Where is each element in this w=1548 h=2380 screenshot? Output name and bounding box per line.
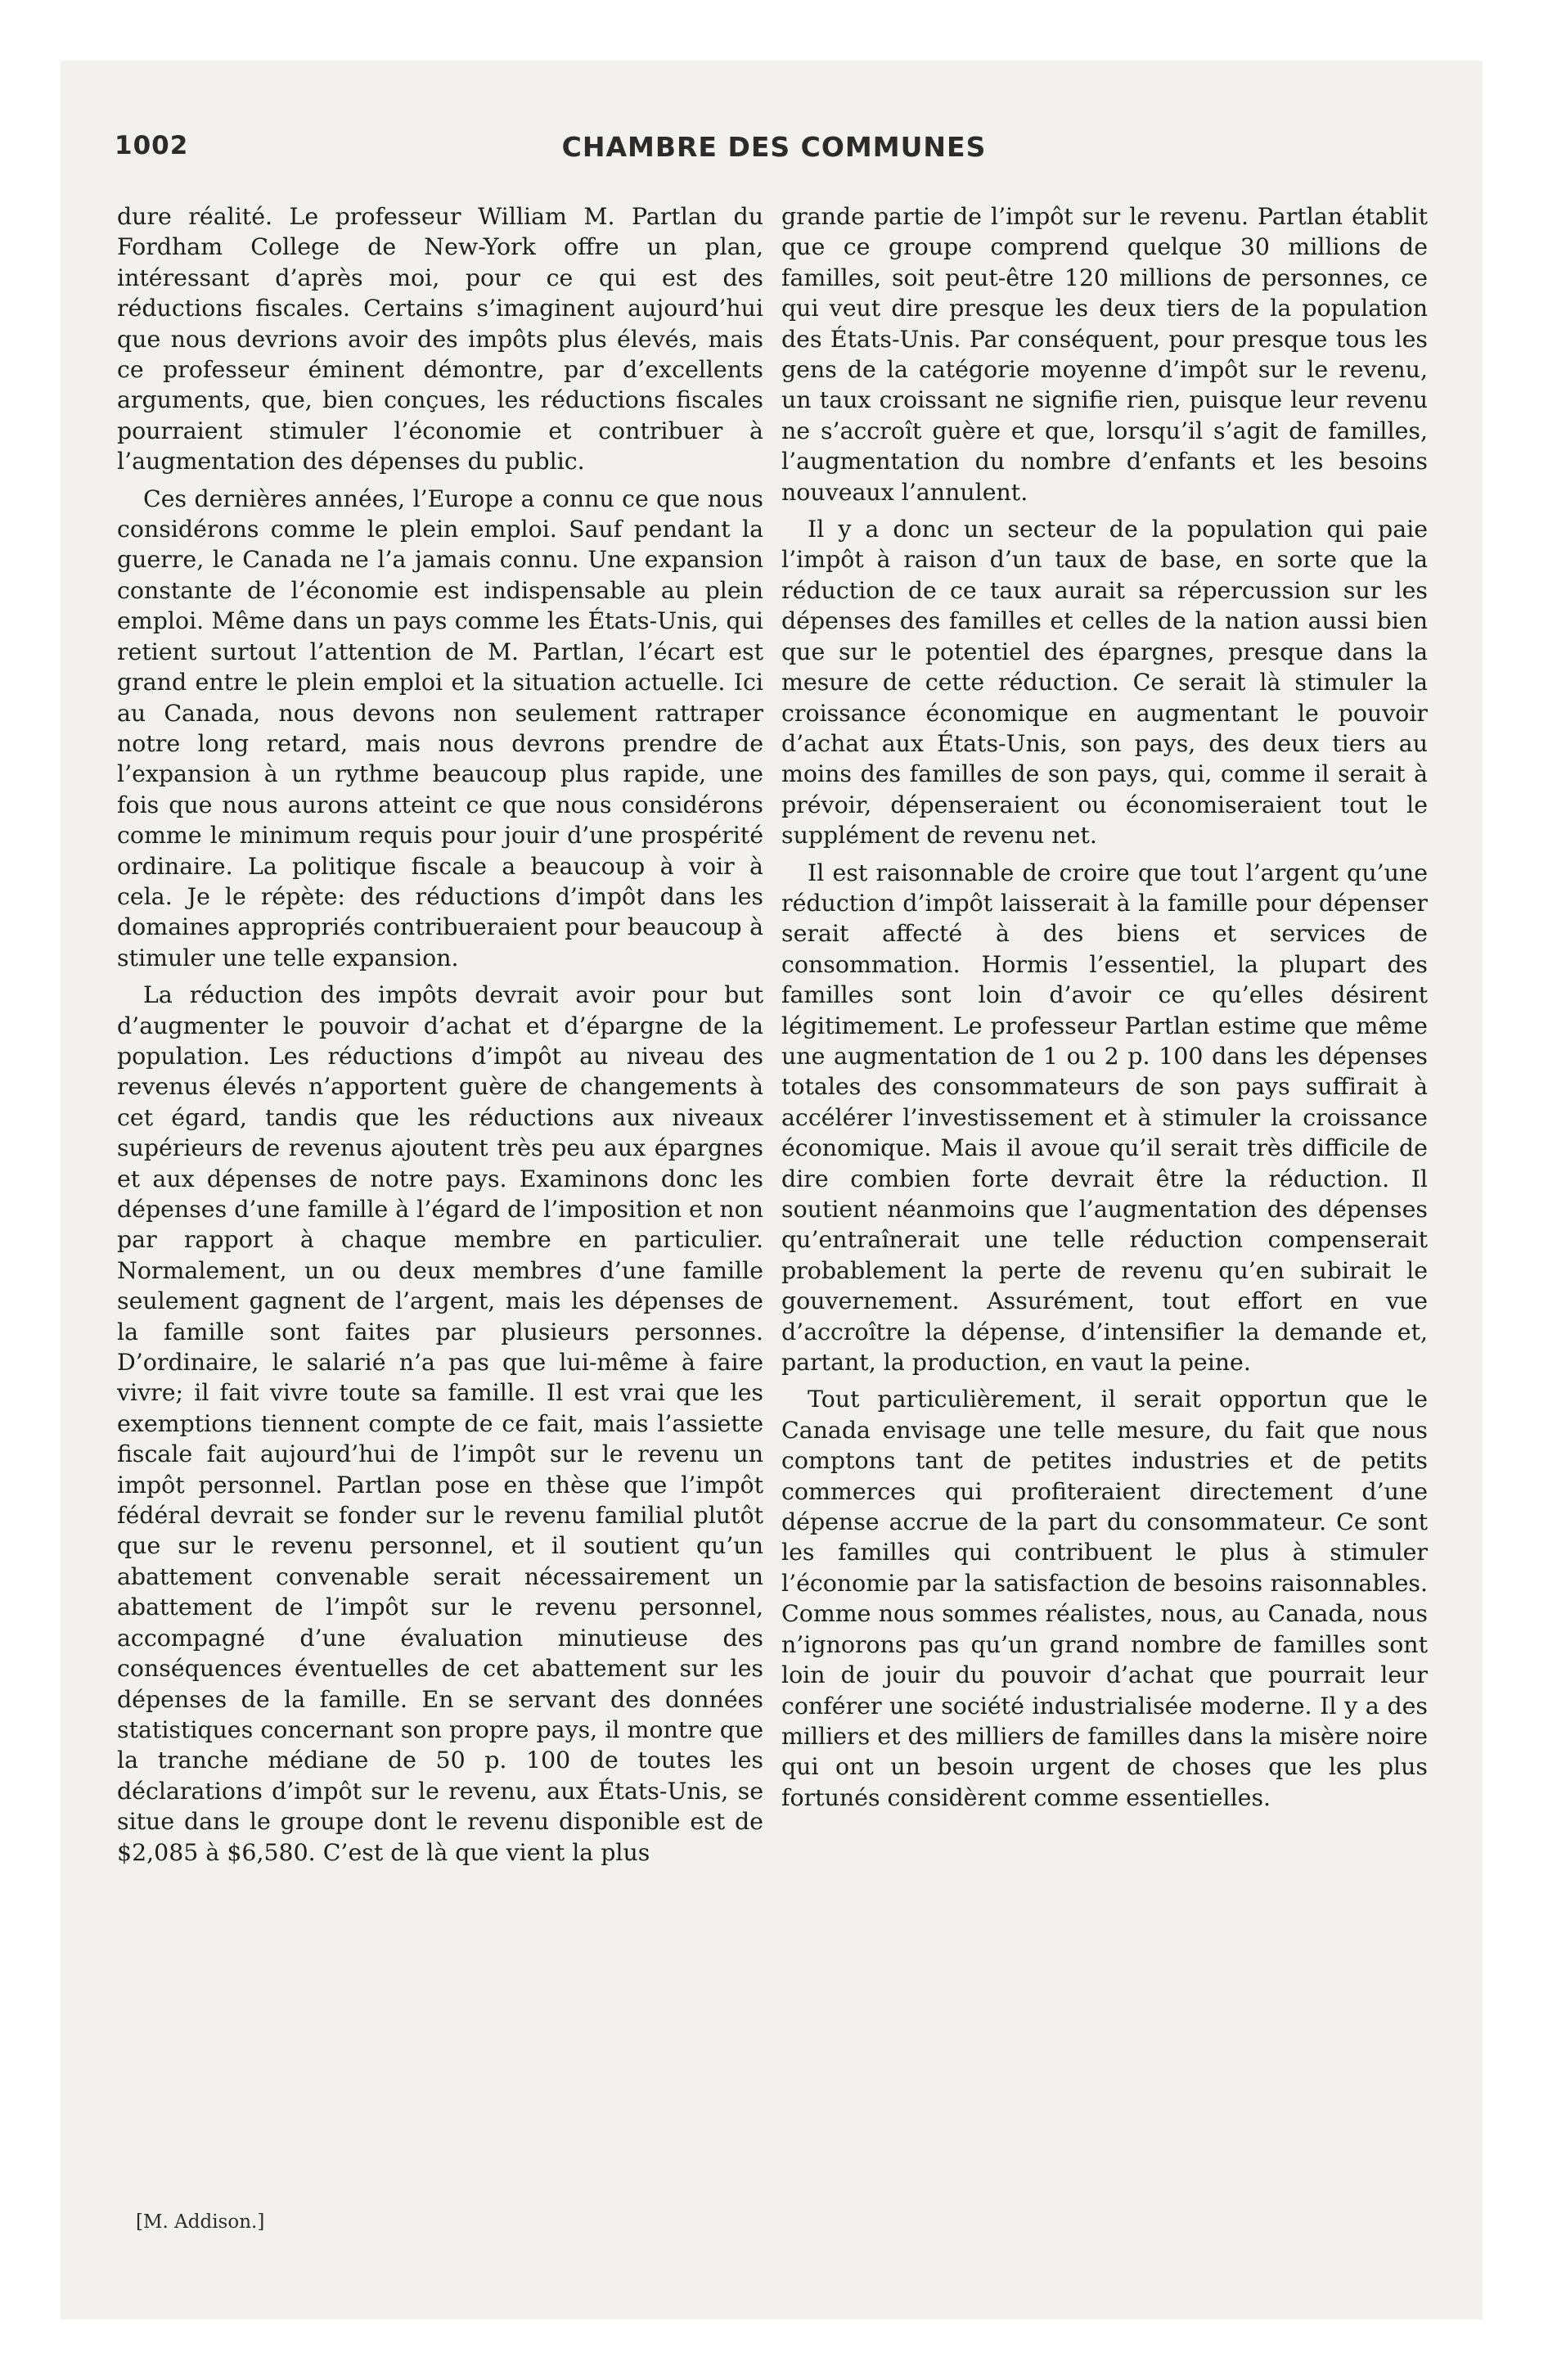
running-title: CHAMBRE DES COMMUNES	[561, 131, 987, 163]
paragraph: Tout particulièrement, il serait opportun que le Canada envisage une telle mesure, du fait que nous comptons tant de petites industries et de petits commerces qui profiteraient directement d’une dépense accrue de la part du consommateur. Ce sont les familles qui contribuent le plus à stimuler l’économie par la satisfaction de besoins raisonnables. Comme nous sommes réalistes, nous, au Canada, nous n’ignorons pas qu’un grand nombre de familles sont loin de jouir du pouvoir d’achat que pourrait leur conférer une société industrialisée moderne. Il y a des milliers et des milliers de familles dans la misère noire qui ont un besoin urgent de choses que les plus fortunés considèrent comme essentielles.	[781, 1386, 1428, 1811]
paragraph: Il est raisonnable de croire que tout l’argent qu’une réduction d’impôt laisserait à la famille pour dépenser serait affecté à des biens et services de consommation. Hormis l’essentiel, la plupart des familles sont loin d’avoir ce qu’elles désirent légitimement. Le professeur Partlan estime que même une augmentation de 1 ou 2 p. 100 dans les dépenses totales des consommateurs de son pays suffirait à accélérer l’investissement et à stimuler la croissance économique. Mais il avoue qu’il serait très difficile de dire combien forte devrait être la réduction. Il soutient néanmoins que l’augmentation des dépenses qu’entraînerait une telle réduction compenserait probablement la perte de revenu qu’en subirait le gouvernement. Assurément, tout effort en vue d’accroître la dépense, d’intensifier la demande et, partant, la production, en vaut la peine.	[781, 859, 1428, 1377]
paragraph: dure réalité. Le professeur William M. Partlan du Fordham College de New-York offre un plan, intéressant d’après moi, pour ce qui est des réductions fiscales. Certains s’imaginent aujourd’hui que nous devrions avoir des impôts plus élevés, mais ce professeur éminent démontre, par d’excellents arguments, que, bien conçues, les réductions fiscales pourraient stimuler l’économie et contribuer à l’augmentation des dépenses du public.	[117, 203, 763, 476]
page-number: 1002	[115, 131, 189, 160]
right-column	[781, 201, 1428, 1819]
paragraph: Il y a donc un secteur de la population qui paie l’impôt à raison d’un taux de base, en sorte que la réduction de ce taux aurait sa répercussion sur les dépenses des familles et celles de la nation aussi bien que sur le potentiel des épargnes, presque dans la mesure de cette réduction. Ce serait là stimuler la croissance économique en augmentant le pouvoir d’achat aux États-Unis, son pays, des deux tiers au moins des familles de son pays, qui, comme il serait à prévoir, dépenseraient ou économiseraient tout le supplément de revenu net.	[781, 516, 1428, 850]
paragraph: La réduction des impôts devrait avoir pour but d’augmenter le pouvoir d’achat et d’épargne de la population. Les réductions d’impôt au niveau des revenus élevés n’apportent guère de changements à cet égard, tandis que les réductions aux niveaux supérieurs de revenus ajoutent très peu aux épargnes et aux dépenses de notre pays. Examinons donc les dépenses d’une famille à l’égard de l’imposition et non par rapport à chaque membre en particulier. Normalement, un ou deux membres d’une famille seulement gagnent de l’argent, mais les dépenses de la famille sont faites par plusieurs personnes. D’ordinaire, le salarié n’a pas que lui-même à faire vivre; il fait vivre toute sa famille. Il est vrai que les exemptions tiennent compte de ce fait, mais l’assiette fiscale fait aujourd’hui de l’impôt sur le revenu un impôt personnel. Partlan pose en thèse que l’impôt fédéral devrait se fonder sur le revenu familial plutôt que sur le revenu personnel, et il soutient qu’un abattement convenable serait nécessairement un abattement de l’impôt sur le revenu personnel, accompagné d’une évaluation minutieuse des conséquences éventuelles de cet abattement sur les dépenses de la famille. En se servant des données statistiques concernant son propre pays, il montre que la tranche médiane de 50 p. 100 de toutes les déclarations d’impôt sur le revenu, aux États-Unis, se situe dans le groupe dont le revenu disponible est de $2,085 à $6,580. C’est de là que vient la plus	[117, 981, 763, 1866]
paragraph: Ces dernières années, l’Europe a connu ce que nous considérons comme le plein emploi. Sauf pendant la guerre, le Canada ne l’a jamais connu. Une expansion constante de l’économie est indispensable au plein emploi. Même dans un pays comme les États-Unis, qui retient surtout l’attention de M. Partlan, l’écart est grand entre le plein emploi et la situation actuelle. Ici au Canada, nous devons non seulement rattraper notre long retard, mais nous devrons prendre de l’expansion à un rythme beaucoup plus rapide, une fois que nous aurons atteint ce que nous considérons comme le minimum requis pour jouir d’une prospérité ordinaire. La politique fiscale a beaucoup à voir à cela. Je le répète: des réductions d’impôt dans les domaines appropriés contribueraient pour beaucoup à stimuler une telle expansion.	[117, 485, 763, 971]
speaker-attribution: [M. Addison.]	[136, 2211, 265, 2233]
left-column	[117, 201, 763, 1874]
paragraph: grande partie de l’impôt sur le revenu. Partlan établit que ce groupe comprend quelque 30 millions de familles, soit peut-être 120 millions de personnes, ce qui veut dire presque les deux tiers de la population des États-Unis. Par conséquent, pour presque tous les gens de la catégorie moyenne d’impôt sur le revenu, un taux croissant ne signifie rien, puisque leur revenu ne s’accroît guère et que, lorsqu’il s’agit de familles, l’augmentation du nombre d’enfants et les besoins nouveaux l’annulent.	[781, 203, 1428, 506]
